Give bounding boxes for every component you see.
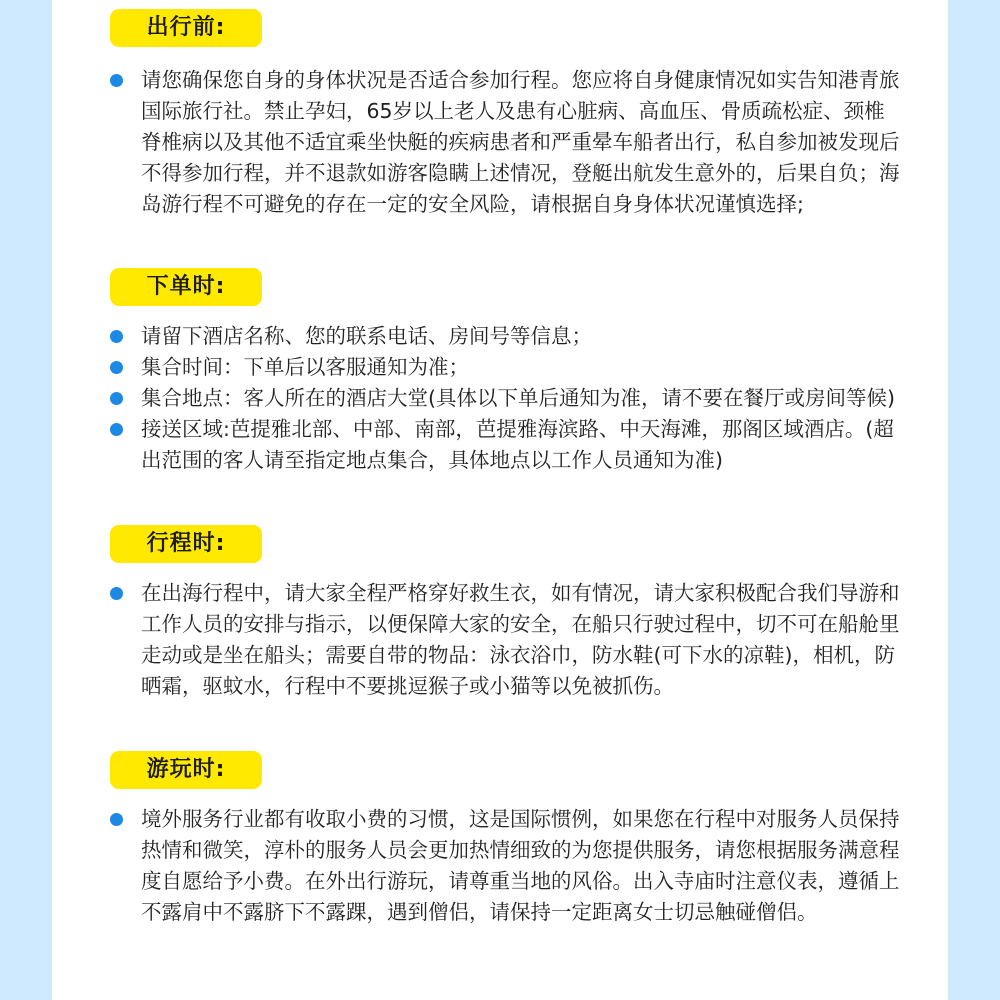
list-item: [110, 65, 900, 220]
bullet-dot-icon: [110, 392, 123, 405]
item-text: 请您确保您自身的身体状况是否适合参加行程。您应将自身健康情况如实告知港青旅国际旅行社。禁止孕妇，65岁以上老人及患有心脏病、高血压、骨质疏松症、颈椎脊椎病以及其他不适宜乘坐快艇的疾病患者和严重晕车船者出行，私自参加被发现后不得参加行程，并不退款如游客隐瞒上述情况，登艇出航发生意外的，后果自负；海岛游行程不可避免的存在一定的安全风险，请根据自身身体状况谨慎选择;: [141, 68, 900, 216]
item-list: [110, 321, 900, 476]
notice-card: [52, 0, 948, 1000]
item-text: 请留下酒店名称、您的联系电话、房间号等信息；: [141, 324, 592, 348]
bullet-dot-icon: [110, 330, 123, 343]
section-title: 行程时:: [110, 525, 262, 563]
item-text: 接送区域:芭提雅北部、中部、南部，芭提雅海滨路、中天海滩，那阁区域酒店。(超出范围的客人请至指定地点集合，具体地点以工作人员通知为准): [141, 417, 894, 472]
list-item: [110, 352, 900, 383]
bullet-dot-icon: [110, 587, 123, 600]
section-title: 下单时:: [110, 268, 262, 306]
list-item: [110, 414, 900, 476]
list-item: [110, 383, 900, 414]
list-item: [110, 321, 900, 352]
item-text: 集合地点：客人所在的酒店大堂(具体以下单后通知为准，请不要在餐厅或房间等候): [141, 386, 895, 410]
item-list: [110, 578, 900, 702]
section-title: 出行前:: [110, 9, 262, 47]
bullet-dot-icon: [110, 361, 123, 374]
item-list: [110, 804, 900, 928]
item-text: 在出海行程中，请大家全程严格穿好救生衣，如有情况，请大家积极配合我们导游和工作人员的安排与指示，以便保障大家的安全，在船只行驶过程中，切不可在船舱里走动或是坐在船头；需要自带的物品：泳衣浴巾，防水鞋(可下水的凉鞋)，相机，防晒霜，驱蚊水，行程中不要挑逗猴子或小猫等以免被抓伤。: [141, 581, 900, 698]
bullet-dot-icon: [110, 74, 123, 87]
list-item: [110, 578, 900, 702]
list-item: [110, 804, 900, 928]
item-list: [110, 65, 900, 220]
item-text: 集合时间：下单后以客服通知为准；: [141, 355, 469, 379]
section-title: 游玩时:: [110, 751, 262, 789]
item-text: 境外服务行业都有收取小费的习惯，这是国际惯例，如果您在行程中对服务人员保持热情和微笑，淳朴的服务人员会更加热情细致的为您提供服务，请您根据服务满意程度自愿给予小费。在外出行游玩，请尊重当地的风俗。出入寺庙时注意仪表，遵循上不露肩中不露脐下不露踝，遇到僧侣，请保持一定距离女士切忌触碰僧侣。: [141, 807, 900, 924]
bullet-dot-icon: [110, 813, 123, 826]
bullet-dot-icon: [110, 423, 123, 436]
